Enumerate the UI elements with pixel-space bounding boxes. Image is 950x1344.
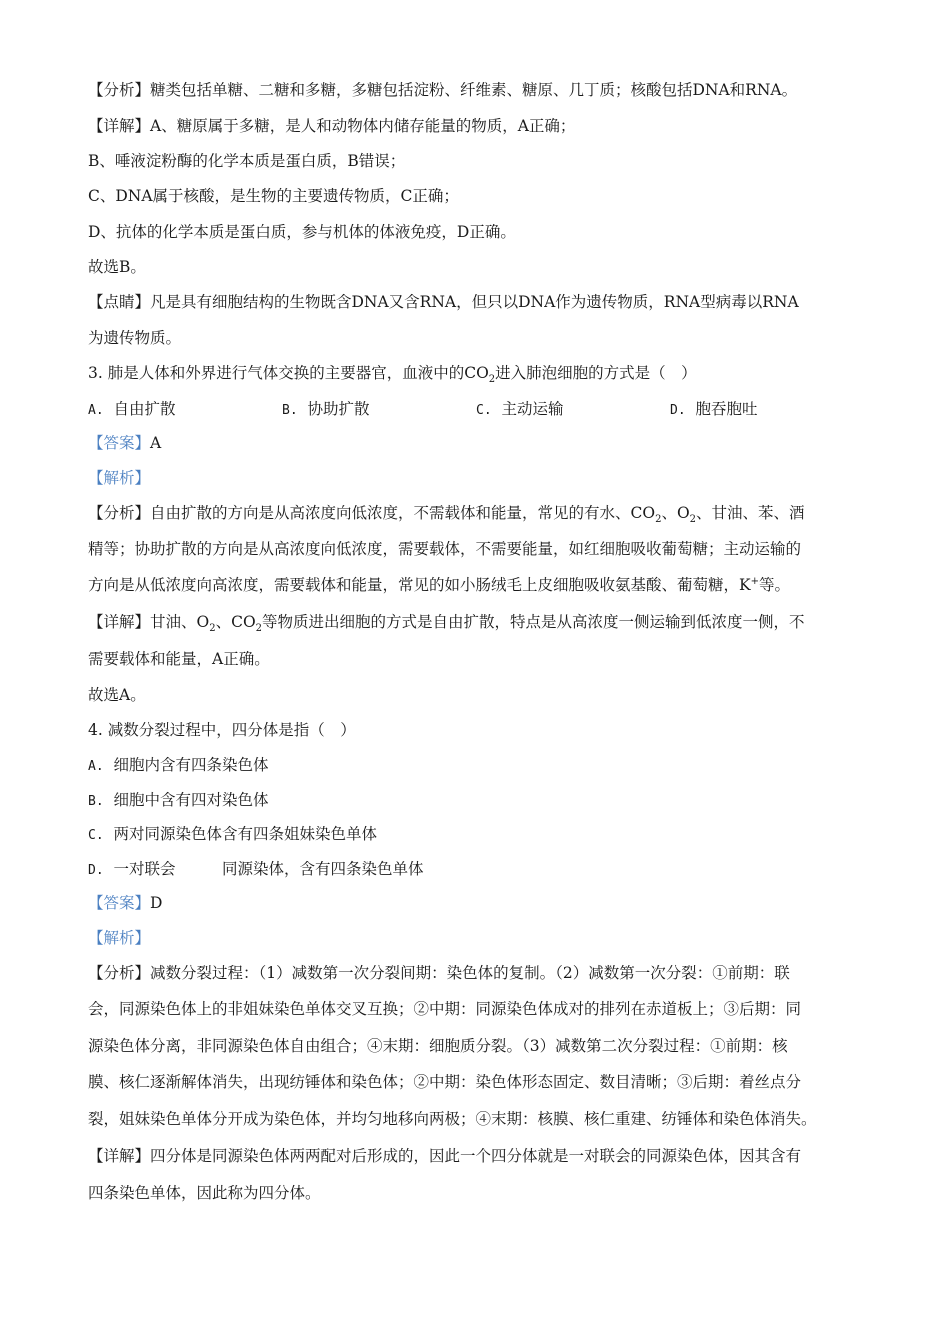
q2-detail-d: D、抗体的化学本质是蛋白质，参与机体的体液免疫，D正确。 bbox=[88, 223, 516, 241]
q4-detail-line2: 四条染色单体，因此称为四分体。 bbox=[88, 1184, 321, 1202]
q3-detail-line2: 需要载体和能量，A正确。 bbox=[88, 650, 270, 668]
q4-analysis-line2: 会，同源染色体上的非姐妹染色单体交叉互换；②中期：同源染色体成对的排列在赤道板上；③后期：同 bbox=[88, 1000, 802, 1018]
q2-tip-line2: 为遗传物质。 bbox=[88, 329, 182, 347]
q4-detail-line1: 【详解】四分体是同源染色体两两配对后形成的，因此一个四分体就是一对联会的同源染色体，因其含有 bbox=[88, 1147, 802, 1165]
q4-stem: 4. 减数分裂过程中，四分体是指（ ） bbox=[88, 721, 356, 739]
q4-option-a: A. 细胞内含有四条染色体 bbox=[88, 756, 269, 774]
q3-answer: 【答案】A bbox=[88, 434, 162, 452]
q2-detail-a: 【详解】A、糖原属于多糖，是人和动物体内储存能量的物质，A正确； bbox=[88, 117, 576, 135]
q3-stem: 3. 肺是人体和外界进行气体交换的主要器官，血液中的$CO_2$进入肺泡细胞的方式是（ ） bbox=[88, 364, 697, 386]
q2-detail-b: B、唾液淀粉酶的化学本质是蛋白质，B错误； bbox=[88, 152, 406, 170]
q4-analysis-line5: 裂，姐妹染色单体分开成为染色体，并均匀地移向两极；④末期：核膜、核仁重建、纺锤体和染色体消失。 bbox=[88, 1110, 817, 1128]
q2-choose: 故选B。 bbox=[88, 258, 146, 276]
q4-option-b: B. 细胞中含有四对染色体 bbox=[88, 791, 269, 809]
q3-choose: 故选A。 bbox=[88, 686, 146, 704]
q4-option-c: C. 两对同源染色体含有四条姐妹染色单体 bbox=[88, 825, 378, 843]
q3-analysis-line1: 【分析】自由扩散的方向是从高浓度向低浓度，不需载体和能量，常见的有水、$CO_2$、$O_2$、甘油、苯、酒 bbox=[88, 504, 805, 526]
q4-analysis-line4: 膜、核仁逐渐解体消失，出现纺锤体和染色体；②中期：染色体形态固定、数目清晰；③后期：着丝点分 bbox=[88, 1073, 802, 1091]
q3-explain-label: 【解析】 bbox=[88, 469, 151, 487]
q4-option-d: D. 一对联会 同源染体，含有四条染色单体 bbox=[88, 860, 424, 878]
q4-analysis-line3: 源染色体分离，非同源染色体自由组合；④末期：细胞质分裂。（3）减数第二次分裂过程：①前期：核 bbox=[88, 1037, 788, 1055]
q4-analysis-line1: 【分析】减数分裂过程：（1）减数第一次分裂间期：染色体的复制。（2）减数第一次分裂：①前期：联 bbox=[88, 964, 790, 982]
q3-option-c: C. 主动运输 bbox=[476, 400, 564, 418]
q3-analysis-line3: 方向是从低浓度向高浓度，需要载体和能量，常见的如小肠绒毛上皮细胞吸收氨基酸、葡萄糖，K+等。 bbox=[88, 575, 790, 594]
q4-answer: 【答案】D bbox=[88, 894, 163, 912]
q3-detail-line1: 【详解】甘油、$O_2$、$CO_2$等物质进出细胞的方式是自由扩散，特点是从高浓度一侧运输到低浓度一侧，不 bbox=[88, 613, 805, 635]
q3-option-b: B. 协助扩散 bbox=[282, 400, 370, 418]
q2-analysis: 【分析】糖类包括单糖、二糖和多糖，多糖包括淀粉、纤维素、糖原、几丁质；核酸包括DNA和RNA。 bbox=[88, 81, 798, 99]
q3-option-a: A. 自由扩散 bbox=[88, 400, 176, 418]
q3-option-d: D. 胞吞胞吐 bbox=[670, 400, 758, 418]
q2-detail-c: C、DNA属于核酸，是生物的主要遗传物质，C正确； bbox=[88, 187, 459, 205]
q3-analysis-line2: 精等；协助扩散的方向是从高浓度向低浓度，需要载体，不需要能量，如红细胞吸收葡萄糖；主动运输的 bbox=[88, 540, 802, 558]
q2-tip-line1: 【点睛】凡是具有细胞结构的生物既含DNA又含RNA，但只以DNA作为遗传物质，RNA型病毒以RNA bbox=[88, 293, 799, 311]
q4-explain-label: 【解析】 bbox=[88, 929, 151, 947]
